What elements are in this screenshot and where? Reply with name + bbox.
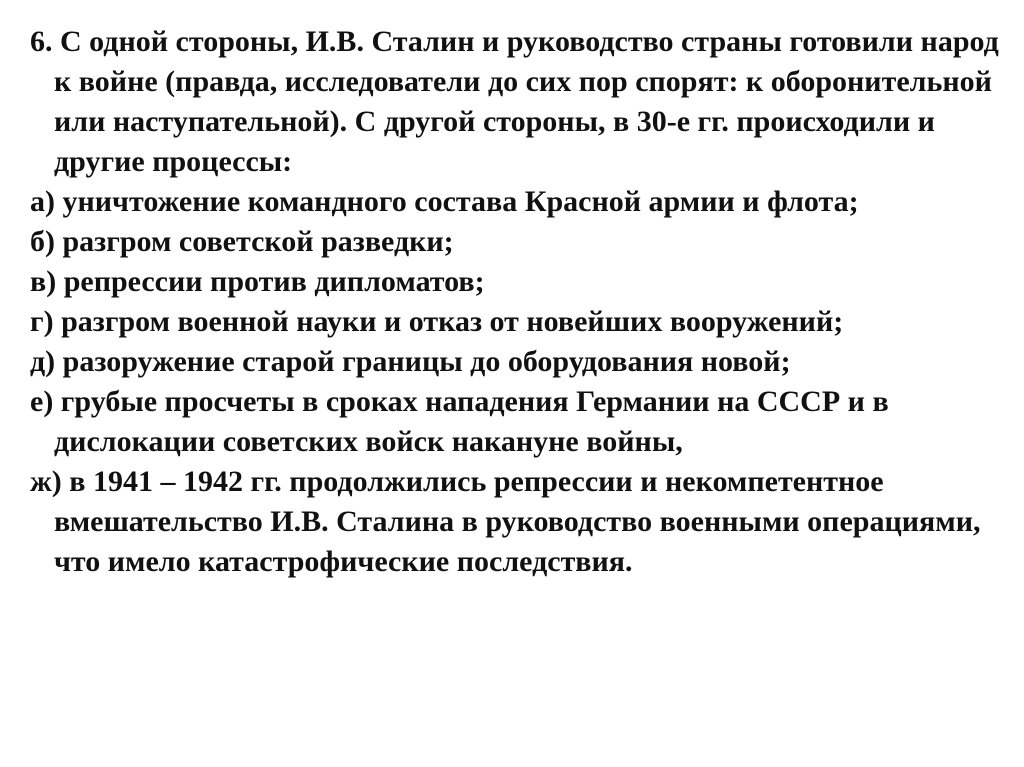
list-item-e: е) грубые просчеты в сроках нападения Германии на СССР и в дислокации советских войск накануне войны, xyxy=(30,385,889,458)
list-item-g: г) разгром военной науки и отказ от новейших вооружений; xyxy=(30,305,844,338)
paragraph-intro: 6. С одной стороны, И.В. Сталин и руководство страны готовили народ к войне (правда, исследователи до сих пор спорят: к оборонительной или наступательной). С другой стороны, в 30-е гг. происходили и другие процессы: xyxy=(30,25,999,178)
list-item-v: в) репрессии против дипломатов; xyxy=(30,265,485,298)
list-item-b: б) разгром советской разведки; xyxy=(30,225,454,258)
list-item-a: а) уничтожение командного состава Красной армии и флота; xyxy=(30,185,859,218)
slide-text-body xyxy=(30,22,1005,582)
list-item-zh: ж) в 1941 – 1942 гг. продолжились репрессии и некомпетентное вмешательство И.В. Сталина в руководство военными операциями, что имело катастрофические последствия. xyxy=(30,465,981,578)
list-item-d: д) разоружение старой границы до оборудования новой; xyxy=(30,345,791,378)
